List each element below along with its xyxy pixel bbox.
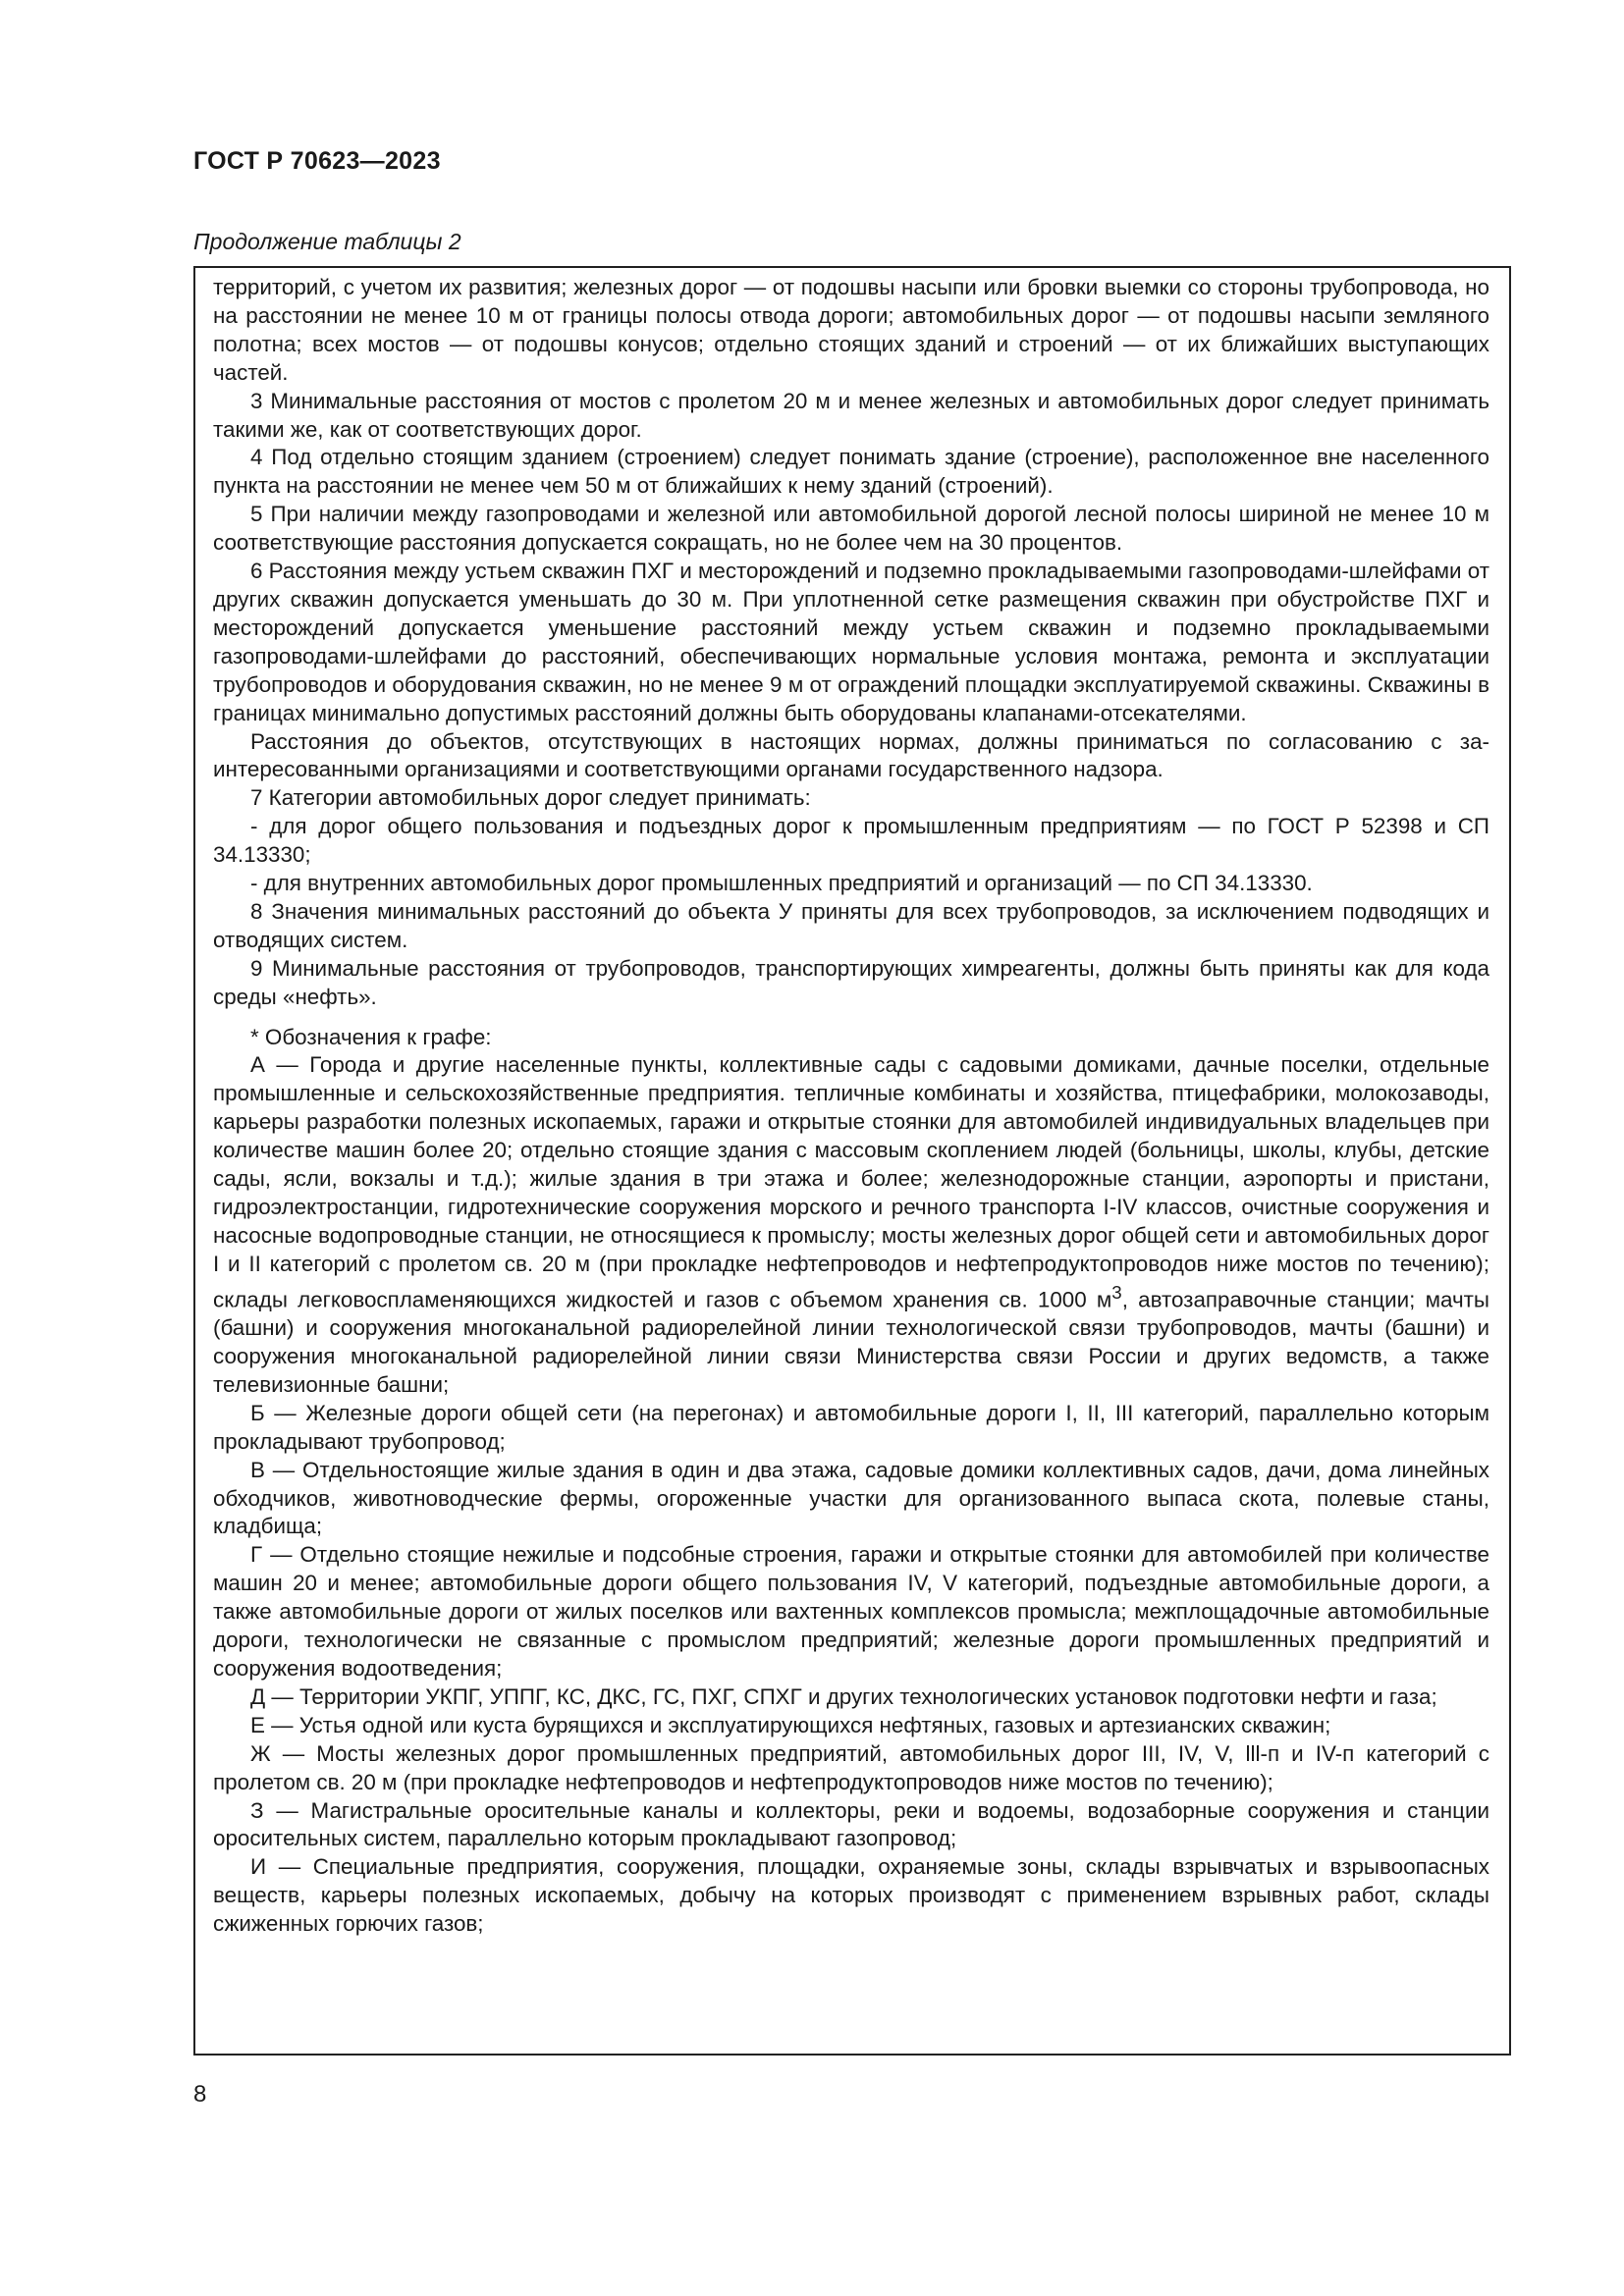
- table-notes: [213, 274, 1489, 1939]
- note-5: 5 При наличии между газопроводами и железной или автомобильной дорогой лесной полосы шириной не менее 10 м соответствующие расстояния допускается сокращать, но не более чем на 30 процентов.: [213, 502, 1489, 556]
- table-caption: Продолжение таблицы 2: [193, 229, 461, 254]
- superscript-cube: 3: [1111, 1281, 1122, 1303]
- note-7-item-1: - для дорог общего пользования и подъездных дорог к промышленным предприятиям — по ГОСТ Р 52398 и СП 34.13330;: [213, 814, 1489, 868]
- legend-i: И — Специальные предприятия, сооружения, площадки, охраняемые зоны, склады взрывчатых и взрывоопасных веществ, карьеры полезных ископаемых, добычу на которых производят с применением взрывных работ, склады сжиженных горючих газов;: [213, 1854, 1489, 1937]
- legend-z: З — Магистральные оросительные каналы и коллекторы, реки и водоемы, водозаборные сооружения и станции оросительных систем, параллельно которым прокладывают газопровод;: [213, 1797, 1489, 1851]
- note-4: 4 Под отдельно стоящим зданием (строением) следует понимать здание (строение), расположенное вне населенного пункта на расстоянии не менее чем 50 м от ближайших к нему зданий (строений).: [213, 445, 1489, 499]
- note-6-addendum: Расстояния до объектов, отсутствующих в настоящих нормах, должны приниматься по согласованию с заинтересованными организациями и соответствующими органами государственного надзора.: [213, 728, 1489, 782]
- document-header: ГОСТ Р 70623—2023: [193, 147, 441, 175]
- legend-g: Г — Отдельно стоящие нежилые и подсобные строения, гаражи и открытые стоянки для автомобилей при количестве машин 20 и менее; автомобильные дороги общего пользования IV, V категорий, подъездные автомобильные дороги, а также автомобильные дороги от жилых поселков или вахтенных комплексов промысла; межплощадочные автомобильные дороги, технологически не связанные с промыслом предприятий; железные дороги промышленных предприятий и сооружения водоотведения;: [213, 1542, 1489, 1681]
- note-8: 8 Значения минимальных расстояний до объекта У приняты для всех трубопроводов, за исключением подводящих и отводящих систем.: [213, 898, 1489, 952]
- note-7-item-2: - для внутренних автомобильных дорог промышленных предприятий и организаций — по СП 34.13330.: [250, 871, 1313, 896]
- legend-a-text-cont: , автозаправочные станции; мачты (башни) и сооружения многоканальной радиорелейной линии технологической связи трубопроводов, мачты (башни) и сооружения многоканальной радиорелейной линии связи Министерства связи России и других ведомств, а также телевизионные башни;: [213, 1287, 1489, 1397]
- legend-zh: Ж — Мосты железных дорог промышленных предприятий, автомобильных дорог III, IV, V, lll-п и IV-п категорий с пролетом св. 20 м (при прокладке нефтепроводов и нефтепродуктопроводов ниже мостов по течению);: [213, 1740, 1489, 1794]
- legend-d: Д — Территории УКПГ, УППГ, КС, ДКС, ГС, ПХГ, СПХГ и других технологических установок подготовки нефти и газа;: [250, 1683, 1437, 1709]
- note-3: 3 Минимальные расстояния от мостов с пролетом 20 м и менее железных и автомобильных дорог следует принимать такими же, как от соответствующих дорог.: [213, 388, 1489, 442]
- legend-a: [213, 1051, 1489, 1399]
- note-6: 6 Расстояния между устьем скважин ПХГ и месторождений и подземно прокладываемыми газопроводами-шлейфами от других скважин допускается уменьшать до 30 м. При уплотненной сетке размещения скважин при обустройстве ПХГ и месторождений допускается уменьшение расстояний между устьем скважин и подземно прокладываемыми газопроводами-шлейфами до расстояний, обеспечивающих нормальные условия монтажа, ремонта и эксплуатации трубопроводов и оборудования скважин, но не менее 9 м от ограждений площадки эксплуатируемой скважины. Скважины в границах минимально допустимых расстояний должны быть оборудованы клапанами-отсекателями.: [213, 559, 1489, 725]
- page-number: 8: [193, 2081, 207, 2108]
- legend-e: Е — Устья одной или куста бурящихся и эксплуатирующихся нефтяных, газовых и артезианских скважин;: [250, 1712, 1331, 1737]
- note-continuation: территорий, с учетом их развития; железных дорог — от подошвы насыпи или бровки выемки со стороны трубопровода, но на расстоянии не менее 10 м от границы полосы отвода дороги; автомобильных дорог — от подошвы насыпи земляного полотна; всех мостов — от подошвы конусов; отдельно стоящих зданий и строений — от их ближайших выступающих частей.: [213, 275, 1489, 385]
- legend-a-text: А — Города и другие населенные пункты, коллективные сады с садовыми домиками, дачные поселки, отдельные промышленные и сельскохозяйственные предприятия. тепличные комбинаты и хозяйства, птицефабрики, молокозаводы, карьеры разработки полезных ископаемых, гаражи и открытые стоянки для автомобилей индивидуальных владельцев при количестве машин более 20; отдельно стоящие здания с массовым скоплением людей (больницы, школы, клубы, детские сады, ясли, вокзалы и т.д.); жилые здания в три этажа и более; железнодорожные станции, аэропорты и пристани, гидроэлектростанции, гидротехнические сооружения морского и речного транспорта I-IV классов, очистные сооружения и насосные водопроводные станции, не относящиеся к промыслу; мосты железных дорог общей сети и автомобильных дорог I и II категорий с пролетом св. 20 м (при прокладке нефтепроводов и нефтепродуктопроводов ниже мостов по течению); склады легковоспламеняющихся жидкостей и газов с объемом хранения св. 1000 м: [213, 1052, 1489, 1312]
- legend-v: В — Отдельностоящие жилые здания в один и два этажа, садовые домики коллективных садов, дачи, дома линейных обходчиков, животноводческие фермы, огороженные участки для организованного выпаса скота, полевые станы, кладбища;: [213, 1457, 1489, 1539]
- note-9: 9 Минимальные расстояния от трубопроводов, транспортирующих химреагенты, должны быть приняты как для кода среды «нефть».: [213, 955, 1489, 1009]
- legend-b: Б — Железные дороги общей сети (на перегонах) и автомобильные дороги I, II, III категорий, параллельно которым прокладывают трубопровод;: [213, 1400, 1489, 1454]
- legend-heading: * Обозначения к графе:: [250, 1024, 492, 1049]
- note-7: 7 Категории автомобильных дорог следует принимать:: [250, 785, 811, 811]
